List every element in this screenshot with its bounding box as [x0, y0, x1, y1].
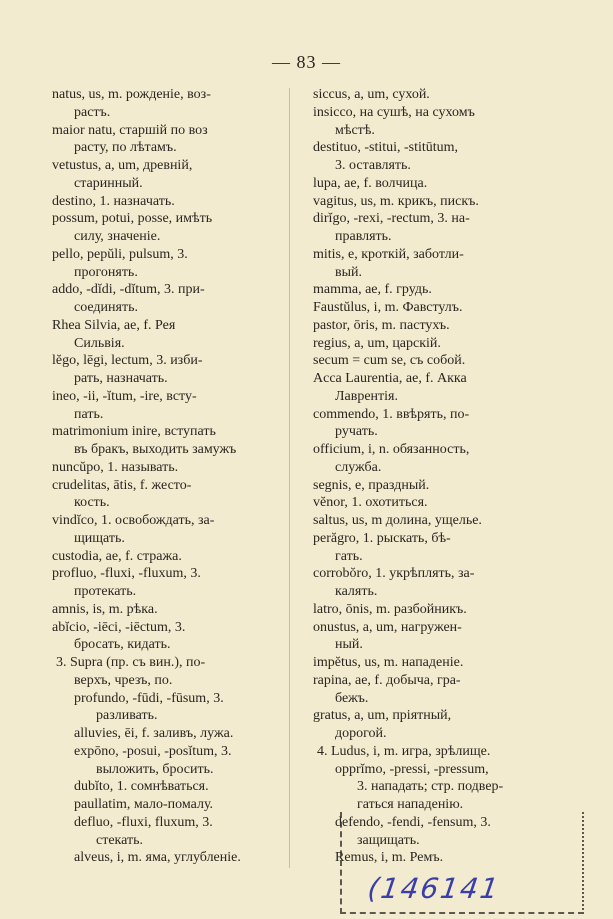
vocabulary-entry: [313, 406, 585, 442]
entry-line: profundo, -fūdi, -fūsum, 3.: [74, 690, 224, 706]
vocabulary-entry: [52, 849, 284, 867]
vocabulary-entry: [313, 86, 585, 104]
entry-line: destituo, -stitui, -stitūtum,: [313, 140, 459, 156]
column-divider: [289, 88, 290, 868]
entry-line: maior natu, старшій по воз: [52, 122, 208, 138]
entry-line: дорогой.: [335, 726, 387, 741]
vocabulary-entry: [52, 725, 284, 743]
vocabulary-entry: [313, 317, 585, 335]
entry-line: segnis, e, праздный.: [313, 477, 430, 493]
entry-line: протекать.: [74, 584, 137, 599]
entry-line: nuncŭpo, 1. называть.: [52, 459, 179, 475]
vocabulary-entry: [52, 193, 284, 211]
entry-line: стекать.: [96, 832, 143, 848]
vocabulary-entry: [52, 86, 284, 122]
entry-line: ный.: [335, 637, 363, 653]
entry-line: custodia, ae, f. стража.: [52, 548, 182, 564]
entry-line: соединять.: [74, 300, 138, 315]
vocabulary-entry: [52, 548, 284, 566]
entry-line: secum = cum se, съ собой.: [313, 353, 466, 369]
vocabulary-entry: [52, 388, 284, 424]
vocabulary-entry: [52, 352, 284, 388]
entry-line: бежъ.: [335, 690, 369, 706]
vocabulary-entry: [52, 210, 284, 246]
vocabulary-entry: [313, 565, 585, 601]
entry-line: profluo, -fluxi, -fluxum, 3.: [52, 566, 201, 582]
vocabulary-entry: [52, 743, 284, 779]
vocabulary-entry: [52, 778, 284, 796]
entry-line: vindĭco, 1. освобождать, за-: [52, 513, 215, 528]
entry-line: lĕgo, lēgi, lectum, 3. изби-: [52, 353, 203, 369]
vocabulary-entry: [52, 796, 284, 814]
entry-line: pello, pepŭli, pulsum, 3.: [52, 246, 188, 262]
vocabulary-entry: [52, 565, 284, 601]
vocabulary-entry: [313, 175, 585, 193]
vocabulary-entry: [313, 530, 585, 566]
entry-line: Лаврентія.: [335, 388, 398, 404]
entry-line: мѣстѣ.: [335, 122, 375, 138]
entry-line: расту, по лѣтамъ.: [74, 140, 177, 156]
entry-line: 3. оставлять.: [335, 158, 411, 173]
entry-line: щищать.: [74, 530, 125, 546]
entry-line: въ бракъ, выходить замужъ: [74, 442, 237, 457]
entry-line: Faustŭlus, i, m. Фавстулъ.: [313, 300, 463, 315]
entry-line: прогонять.: [74, 264, 138, 280]
entry-line: бросать, кидать.: [74, 637, 171, 653]
vocabulary-entry: [52, 246, 284, 282]
entry-line: vagitus, us, m. крикъ, пискъ.: [313, 193, 479, 209]
stamp-inventory-number: (146141: [365, 872, 503, 905]
vocabulary-entry: [313, 494, 585, 512]
entry-line: vetustus, a, um, древній,: [52, 158, 193, 173]
vocabulary-entry: [313, 743, 585, 761]
vocabulary-entry: [52, 512, 284, 548]
vocabulary-entry: [313, 619, 585, 655]
entry-line: старинный.: [74, 175, 143, 191]
entry-line: latro, ōnis, m. разбойникъ.: [313, 601, 467, 617]
vocabulary-entry: [313, 707, 585, 743]
entry-line: кость.: [74, 495, 110, 511]
entry-line: dirĭgo, -rexi, -rectum, 3. на-: [313, 211, 470, 227]
entry-line: crudelitas, ātis, f. жесто-: [52, 477, 192, 493]
vocabulary-entry: [313, 299, 585, 317]
entry-line: Сильвія.: [74, 335, 125, 351]
vocabulary-entry: [313, 441, 585, 477]
entry-line: alveus, i, m. яма, углубленіе.: [74, 850, 241, 866]
entry-line: defluo, -fluxi, fluxum, 3.: [74, 814, 213, 830]
entry-line: insicco, на сушѣ, на сухомъ: [313, 104, 475, 120]
entry-line: paullatim, мало-помалу.: [74, 797, 214, 812]
entry-line: растъ.: [74, 104, 111, 120]
vocabulary-entry: [313, 139, 585, 175]
entry-line: gratus, a, um, пріятный,: [313, 708, 452, 724]
vocabulary-entry: [313, 761, 585, 814]
entry-line: expōno, -posui, -posĭtum, 3.: [74, 743, 232, 759]
vocabulary-entry: [52, 690, 284, 726]
entry-line: commendo, 1. ввѣрять, по-: [313, 406, 470, 422]
entry-line: гать.: [335, 548, 363, 564]
entry-line: impĕtus, us, m. нападеніе.: [313, 655, 464, 670]
entry-line: вый.: [335, 264, 363, 280]
entry-line: 3. Supra (пр. съ вин.), по-: [56, 655, 206, 670]
entry-line: officium, i, n. обязанность,: [313, 442, 470, 457]
entry-line: рать, назначать.: [74, 371, 168, 386]
entry-line: верхъ, чрезъ, по.: [74, 672, 173, 688]
entry-line: силу, значеніе.: [74, 229, 161, 244]
entry-line: защищать.: [357, 832, 420, 848]
page-number: — 83 —: [272, 52, 341, 72]
vocabulary-entry: [313, 601, 585, 619]
entry-line: siccus, a, um, сухой.: [313, 87, 430, 102]
entry-line: Rhea Silvia, ae, f. Рея: [52, 317, 176, 333]
entry-line: possum, potui, posse, имѣть: [52, 211, 213, 227]
entry-line: opprĭmo, -pressi, -pressum,: [335, 761, 489, 777]
vocabulary-entry: [52, 601, 284, 619]
entry-line: служба.: [335, 459, 382, 475]
vocabulary-entry: [313, 654, 585, 672]
entry-line: natus, us, m. рожденіе, воз-: [52, 87, 211, 102]
vocabulary-entry: [313, 512, 585, 530]
entry-line: ручать.: [335, 424, 378, 440]
entry-line: amnis, is, m. рѣка.: [52, 601, 158, 617]
entry-line: corrobŏro, 1. укрѣплять, за-: [313, 566, 475, 582]
entry-line: гаться нападенію.: [357, 797, 464, 812]
vocabulary-entry: [52, 814, 284, 850]
entry-line: калять.: [335, 584, 378, 599]
vocabulary-entry: [52, 317, 284, 353]
vocabulary-entry: [313, 672, 585, 708]
entry-line: ineo, -ii, -ĭtum, -ire, всту-: [52, 388, 197, 404]
entry-line: destino, 1. назначать.: [52, 193, 175, 209]
entry-line: 4. Ludus, i, m. игра, зрѣлище.: [317, 743, 491, 759]
entry-line: разливать.: [96, 708, 158, 724]
entry-line: saltus, us, m долина, ущелье.: [313, 513, 482, 528]
vocabulary-entry: [52, 459, 284, 477]
vocabulary-entry: [52, 423, 284, 459]
vocabulary-entry: [52, 157, 284, 193]
vocabulary-entry: [52, 654, 284, 690]
entry-line: mamma, ae, f. грудь.: [313, 282, 432, 298]
vocabulary-entry: [52, 477, 284, 513]
vocabulary-entry: [313, 193, 585, 211]
entry-line: пать.: [74, 406, 104, 422]
entry-line: alluvies, ēi, f. заливъ, лужа.: [74, 726, 234, 741]
vocabulary-entry: [313, 210, 585, 246]
vocabulary-entry: [313, 104, 585, 140]
vocabulary-entry: [313, 281, 585, 299]
vocabulary-entry: [52, 619, 284, 655]
entry-line: abĭcio, -iēci, -iēctum, 3.: [52, 619, 186, 635]
vocabulary-entry: [313, 477, 585, 495]
right-column: [313, 86, 585, 867]
vocabulary-entry: [313, 352, 585, 370]
entry-line: pastor, ōris, m. пастухъ.: [313, 317, 450, 333]
entry-line: regius, a, um, царскій.: [313, 335, 441, 351]
entry-line: addo, -dĭdi, -dĭtum, 3. при-: [52, 282, 205, 298]
vocabulary-entry: [52, 281, 284, 317]
vocabulary-entry: [313, 335, 585, 353]
vocabulary-entry: [313, 246, 585, 282]
vocabulary-entry: [313, 370, 585, 406]
entry-line: onustus, a, um, нагружен-: [313, 619, 462, 635]
entry-line: mitis, e, кроткій, заботли-: [313, 246, 464, 262]
entry-line: 3. нападать; стр. подвер-: [357, 779, 504, 795]
entry-line: dubĭto, 1. сомнѣваться.: [74, 779, 209, 795]
entry-line: выложить, бросить.: [96, 761, 214, 777]
entry-line: matrimonium inire, вступать: [52, 424, 216, 440]
entry-line: lupa, ae, f. волчица.: [313, 175, 428, 191]
entry-line: defendo, -fendi, -fensum, 3.: [335, 814, 491, 830]
entry-line: Remus, i, m. Ремъ.: [335, 850, 444, 866]
entry-line: perăgro, 1. рыскать, бѣ-: [313, 530, 451, 546]
entry-line: Acca Laurentia, ae, f. Акка: [313, 371, 467, 386]
entry-line: rapina, ae, f. добыча, гра-: [313, 672, 461, 688]
entry-line: vĕnor, 1. охотиться.: [313, 495, 428, 511]
left-column: [52, 86, 284, 867]
vocabulary-entry: [52, 122, 284, 158]
entry-line: правлять.: [335, 229, 392, 244]
